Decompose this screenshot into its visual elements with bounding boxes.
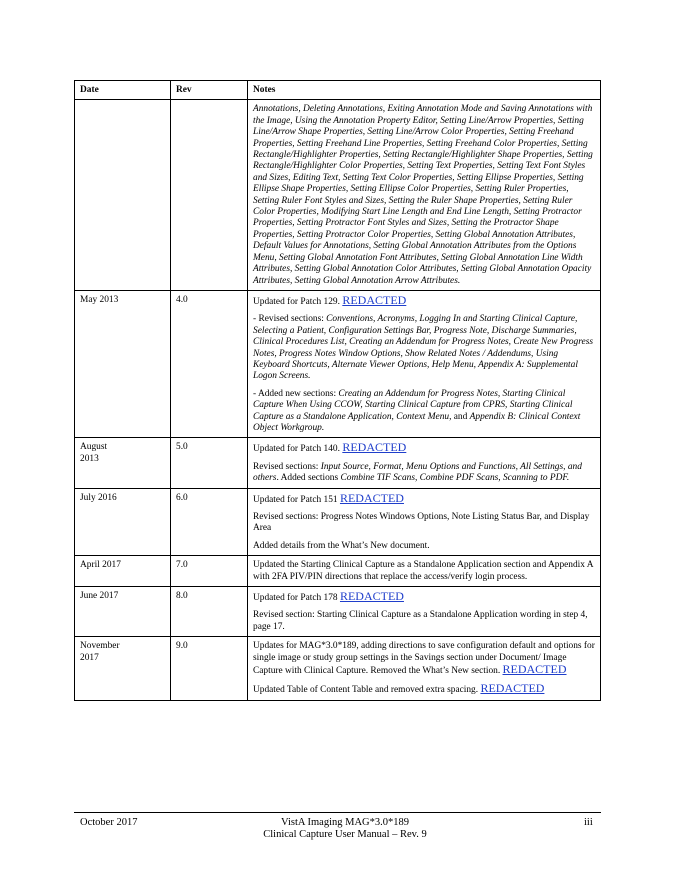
row-date: November 2017 [75,637,171,701]
redacted-link[interactable]: REDACTED [480,681,545,696]
row-rev: 6.0 [171,488,248,556]
redacted-link[interactable]: REDACTED [342,292,407,307]
row-date: May 2013 [75,290,171,437]
revision-history-table [74,80,601,701]
header-rev: Rev [171,81,248,100]
row-rev: 5.0 [171,438,248,488]
row-date: August 2013 [75,438,171,488]
table-row: August 2013 5.0 Updated for Patch 140. REDACTED Revised sections: Input Source, Format, Menu Options and Functions, All Settings, and others. Added sections Combine TIF Scans, Combine PDF Scans, Scanning to PDF. [75,438,601,488]
redacted-link[interactable]: REDACTED [502,662,567,677]
table-row [75,100,601,291]
table-header-row [75,81,601,100]
row-rev: 9.0 [171,637,248,701]
redacted-link[interactable]: REDACTED [339,490,404,505]
table-row: May 2013 4.0 Updated for Patch 129. REDACTED - Revised sections: Conventions, Acronyms, Logging In and Starting Clinical Capture, Selecting a Patient, Configuration Settings Bar, Progress Note, Discharge Summaries, Clinical Procedures List, Creating an Addendum for Progress Notes, Create New Progress Notes, Progress Notes Window Options, Show Related Notes / Addendums, Using Keyboard Shortcuts, Alternate Viewer Options, Help Menu, Appendix A: Supplemental Logon Screens. - Added new sections: Creating an Addendum for Progress Notes, Starting Clinical Capture When Using CCOW, Starting Clinical Capture from CPRS, Starting Clinical Capture as a Standalone Application, Context Menu, and Appendix B: Clinical Context Object Workgroup. [75,290,601,437]
footer-title: VistA Imaging MAG*3.0*189 Clinical Capture User Manual – Rev. 9 [263,817,427,840]
table-row: June 2017 8.0 Updated for Patch 178 REDACTED Revised section: Starting Clinical Capture as a Standalone Application wording in step 4, page 17. [75,587,601,637]
footer-divider [74,812,601,813]
row-rev: 4.0 [171,290,248,437]
redacted-link[interactable]: REDACTED [342,440,407,455]
table-row: April 2017 7.0 Updated the Starting Clinical Capture as a Standalone Application section and Appendix A with 2FA PIV/PIN directions that replace the access/verify login process. [75,556,601,587]
row-rev: 8.0 [171,587,248,637]
header-date: Date [75,81,171,100]
header-notes: Notes [248,81,601,100]
row-rev: 7.0 [171,556,248,587]
row-date: June 2017 [75,587,171,637]
page-number: iii [584,817,593,828]
row-date: April 2017 [75,556,171,587]
table-row: July 2016 6.0 Updated for Patch 151 REDACTED Revised sections: Progress Notes Windows Options, Note Listing Status Bar, and Display Area Added details from the What’s New document. [75,488,601,556]
footer-date: October 2017 [80,817,138,828]
table-row: November 2017 9.0 Updates for MAG*3.0*189, adding directions to save configuration default and options for single image or study group settings in the Savings section under Document/ Image Capture with Clinical Capture. Removed the What’s New section. REDACTED Updated Table of Content Table and removed extra spacing. REDACTED [75,637,601,701]
row-date: July 2016 [75,488,171,556]
redacted-link[interactable]: REDACTED [339,589,404,604]
continuation-notes: Annotations, Deleting Annotations, Exiting Annotation Mode and Saving Annotations with the Image, Using the Annotation Property Editor, Setting Line/Arrow Properties, Setting Line/Arrow Shape Properties, Setting Line/Arrow Color Properties, Setting Freehand Properties, Setting Freehand Line Properties, Setting Freehand Color Properties, Setting Rectangle/Highlighter Properties, Setting Rectangle/Highlighter Shape Properties, Setting Rectangle/Highlighter Color Properties, Setting Text Properties, Setting Text Font Styles and Sizes, Editing Text, Setting Text Color Properties, Setting Ellipse Properties, Setting Ellipse Shape Properties, Setting Ellipse Color Properties, Setting Ruler Properties, Setting Ruler Font Styles and Sizes, Setting the Ruler Shape Properties, Setting Ruler Color Properties, Modifying Start Line Length and End Line Length, Setting Protractor Properties, Setting Protractor Font Styles and Sizes, Setting the Protractor Shape Properties, Setting Protractor Color Properties, Setting Global Annotation Attributes, Default Values for Annotations, Setting Global Annotation Attributes from the Options Menu, Setting Global Annotation Font Attributes, Setting Global Annotation Line Width Attributes, Setting Global Annotation Color Attributes, Setting Global Annotation Opacity Attributes, Setting Global Annotation Arrow Attributes. [253,104,593,286]
